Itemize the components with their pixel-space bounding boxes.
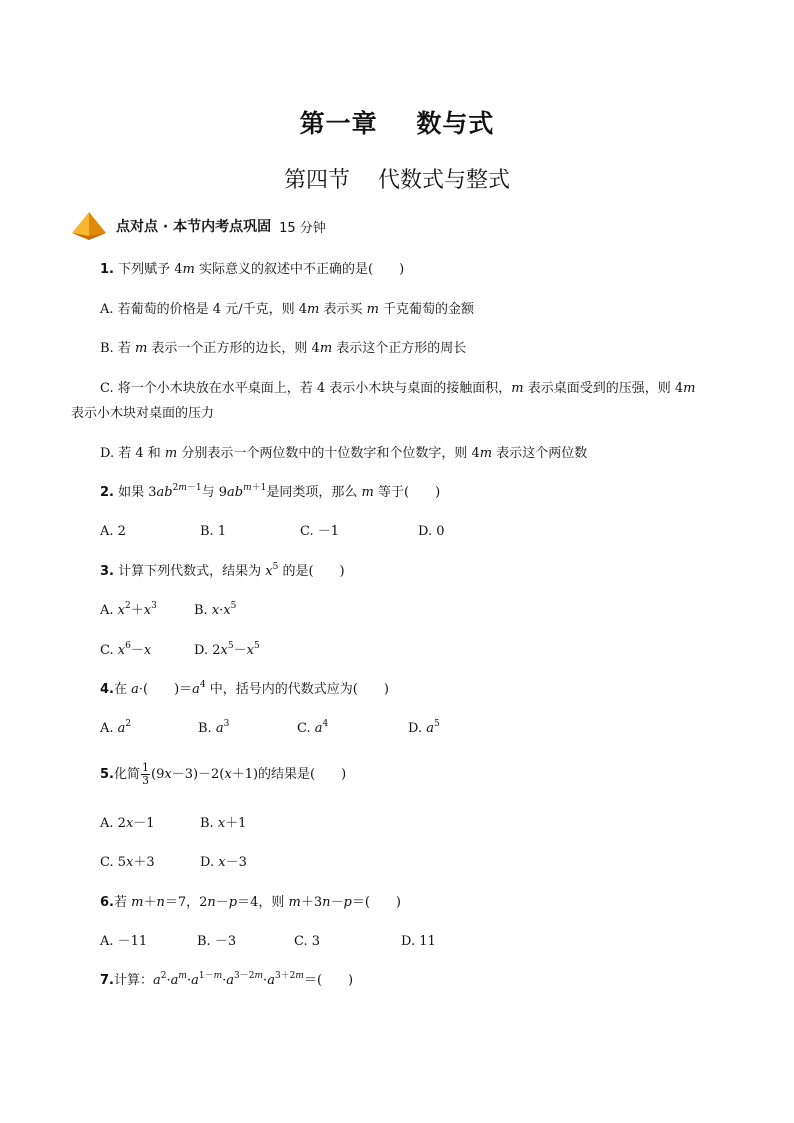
question-3-option-a: A. $x^2+x^3$ xyxy=(100,601,157,618)
question-5-option-d: D. x－3 xyxy=(200,855,247,870)
pyramid-icon xyxy=(70,211,108,241)
question-1-option-a: A. 若葡萄的价格是 4 元/千克，则 4m 表示买 m 千克葡萄的金额 xyxy=(100,302,475,317)
question-5-option-a: A. 2x－1 xyxy=(100,816,155,831)
question-4-option-d: D. $a^5$ xyxy=(408,719,440,736)
question-5: 5.化简 $\frac{1}{3}$ (9x－3)－2(x＋1)的结果是( ) xyxy=(100,761,347,787)
question-7: 7.计算：$a^2\cdot a^m\cdot a^{1-m}\cdot a^{3-2m}\cdot a^{3+2m}=$( ) xyxy=(100,971,354,988)
question-3-option-d: D. $2x^5-x^5$ xyxy=(194,641,260,658)
chapter-title: 第一章 数与式 xyxy=(299,109,495,138)
question-1-option-d: D. 若 4 和 m 分别表示一个两位数中的十位数字和个位数字，则 4m 表示这个两位数 xyxy=(100,446,588,461)
section-title: 第四节 代数式与整式 xyxy=(284,168,510,193)
question-6: 6.若 m＋n＝7，2n－p＝4，则 m＋3n－p＝( ) xyxy=(100,895,401,910)
question-4-option-c: C. $a^4$ xyxy=(297,719,329,736)
question-number: 1. xyxy=(100,262,114,277)
question-1: 1. 下列赋予 4m 实际意义的叙述中不正确的是( ) xyxy=(100,262,405,277)
question-6-option-b: B. －3 xyxy=(197,934,237,949)
question-4-option-a: A. $a^2$ xyxy=(100,719,132,736)
question-number: 6. xyxy=(100,895,114,910)
question-number: 2. xyxy=(100,485,114,500)
section-header-label: 点对点 · 本节内考点巩固 xyxy=(116,219,272,235)
question-1-option-c-cont: 表示小木块对桌面的压力 xyxy=(71,406,215,421)
question-2-option-c: C. －1 xyxy=(300,524,340,539)
question-number: 4. xyxy=(100,682,114,697)
section-header-time: 15 分钟 xyxy=(279,220,326,236)
question-3-option-b: B. $x\cdot x^5$ xyxy=(194,601,237,618)
section-header xyxy=(70,208,326,244)
question-6-option-a: A. －11 xyxy=(100,934,148,949)
question-5-option-b: B. x＋1 xyxy=(200,816,247,831)
question-4-option-b: B. $a^3$ xyxy=(198,719,230,736)
question-5-option-c: C. 5x＋3 xyxy=(100,855,155,870)
question-number: 5. xyxy=(100,767,114,782)
question-6-option-c: C. 3 xyxy=(294,934,321,949)
question-2-option-a: A. 2 xyxy=(100,524,126,539)
question-number: 3. xyxy=(100,564,114,579)
question-3-option-c: C. $x^6-x$ xyxy=(100,641,152,658)
question-2-option-b: B. 1 xyxy=(200,524,227,539)
question-6-option-d: D. 11 xyxy=(401,934,436,949)
question-2-option-d: D. 0 xyxy=(418,524,445,539)
question-1-option-b: B. 若 m 表示一个正方形的边长，则 4m 表示这个正方形的周长 xyxy=(100,341,467,356)
question-2: 2. 如果 $3ab^{2m-1}$与 $9ab^{m+1}$是同类项，那么 m 等于( ) xyxy=(100,483,441,500)
fraction-one-third: $\frac{1}{3}$ xyxy=(142,761,149,787)
question-1-option-c: C. 将一个小木块放在水平桌面上，若 4 表示小木块与桌面的接触面积，m 表示桌面受到的压强，则 4m xyxy=(100,381,696,396)
question-number: 7. xyxy=(100,973,114,988)
question-4: 4.在 a·( )$=a^4$ 中，括号内的代数式应为( ) xyxy=(100,680,389,697)
question-3: 3. 计算下列代数式，结果为 $x^5$ 的是( ) xyxy=(100,562,345,579)
